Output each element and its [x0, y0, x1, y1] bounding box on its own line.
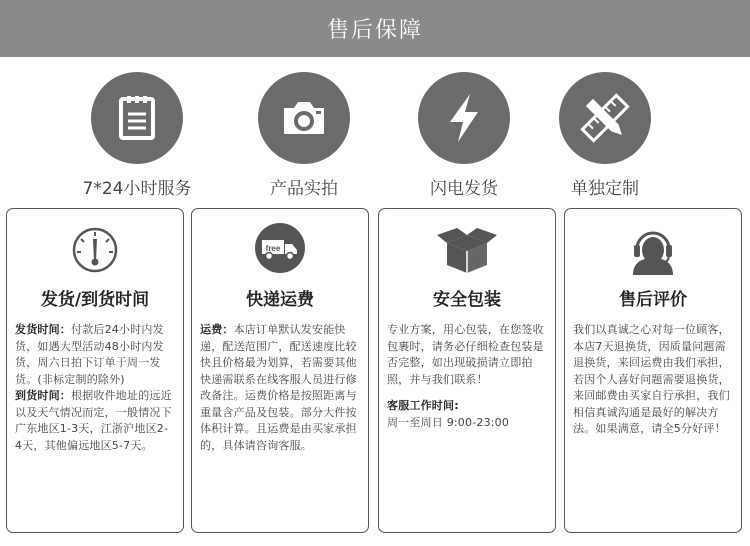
feature-custom: [555, 72, 655, 199]
lightning-icon: [418, 72, 510, 164]
camera-icon: [258, 72, 350, 164]
ruler-pencil-icon: [559, 72, 651, 164]
headset-agent-icon: [627, 223, 679, 275]
card-title: 安全包装: [433, 290, 501, 310]
page-header: [0, 0, 750, 57]
feature-label: 单独定制: [571, 179, 639, 199]
free-truck-icon: [253, 221, 307, 275]
service-hours-text: 周一至周日 9:00-23:00: [387, 415, 510, 429]
arrive-time-label: 到货时间：: [15, 389, 71, 402]
feature-fast-ship: [414, 72, 514, 199]
card-body: [15, 322, 175, 454]
feature-service: [82, 72, 192, 199]
card-express: [191, 208, 369, 533]
feature-label: 产品实拍: [270, 179, 338, 199]
freight-text: 本店订单默认发安能快递，配送范围广，配送速度比较快且价格最为划算，若需要其他快递需联系在线客服人员进行修改备注。运费价格是按照距离与重量含产品及包装。部分大件按体积计算。且运费是由买家承担的，具体请咨询客服。: [200, 323, 357, 452]
feature-label: 闪电发货: [430, 179, 498, 199]
arrive-time-text: 根据收件地址的远近以及天气情况而定，一般情况下广东地区1-3天，江浙沪地区2-4天，其他偏远地区5-7天。: [15, 389, 172, 452]
card-shipping: [6, 208, 184, 533]
feature-label: 7*24小时服务: [82, 179, 192, 199]
card-body: [573, 322, 733, 438]
page-title: 售后保障: [326, 18, 423, 43]
card-title: 发货/到货时间: [40, 290, 150, 310]
box-icon: [435, 225, 499, 275]
packing-text: 专业方案，用心包装，在您签收包裹时，请务必仔细检查包装是否完整，如出现破损请立即拍照，并与我们联系！: [387, 323, 544, 386]
aftersale-text: 我们以真诚之心对每一位顾客，本店7天退换货，因质量问题需退换货，来回运费由我们承担，若因个人喜好问题需要退换货，来回邮费由买家自行承担，我们相信真诚沟通是最好的解决方法。如果满意，请全5分好评！: [573, 323, 730, 435]
card-aftersale: [564, 208, 742, 533]
card-body: [200, 322, 360, 454]
ship-time-text: 付款后24小时内发货，如遇大型活动48小时内发货，周六日拍下订单于周一发货。(非标定制的除外): [15, 323, 164, 386]
ship-time-label: 发货时间：: [15, 323, 71, 336]
card-title: 售后评价: [619, 290, 687, 310]
document-icon: [91, 72, 183, 164]
card-title: 快递运费: [246, 290, 314, 310]
gauge-icon: [70, 225, 120, 275]
feature-photo: [254, 72, 354, 199]
card-packing: [378, 208, 556, 533]
free-badge-text: free: [265, 244, 281, 253]
service-hours-label: 客服工作时间:: [387, 399, 459, 412]
freight-label: 运费：: [200, 323, 234, 336]
card-body: [387, 322, 547, 431]
